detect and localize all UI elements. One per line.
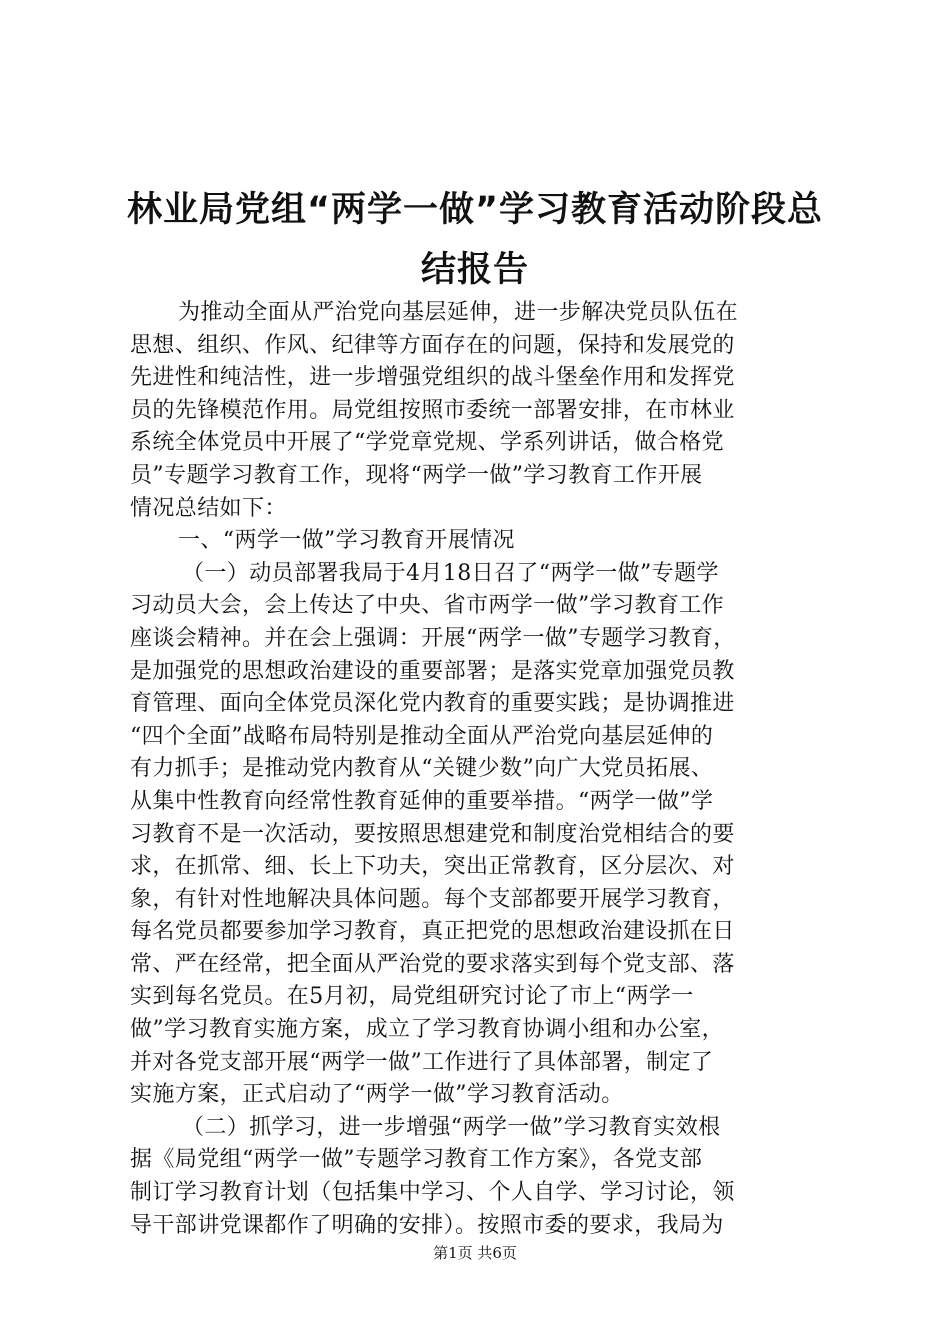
text-line: 导干部讲党课都作了明确的安排）。按照市委的要求，我局为 xyxy=(130,1212,724,1238)
text-line: 座谈会精神。并在会上强调：开展“两学一做”专题学习教育， xyxy=(130,625,736,651)
text-line: 求，在抓常、细、长上下功夫，突出正常教育，区分层次、对 xyxy=(130,854,735,880)
text-line: 育管理、面向全体党员深化党内教育的重要实践；是协调推进 xyxy=(130,691,735,717)
document-title-line-2: 结报告 xyxy=(420,250,529,290)
text-line: 象，有针对性地解决具体问题。每个支部都要开展学习教育， xyxy=(130,886,735,912)
text-line: 有力抓手；是推动党内教育从“关键少数”向广大党员拓展、 xyxy=(130,756,714,782)
paragraph-study xyxy=(130,1112,830,1242)
text-line: 系统全体党员中开展了“学党章党规、学系列讲话，做合格党 xyxy=(130,430,725,456)
text-line: 情况总结如下： xyxy=(130,495,287,521)
text-line: （二）抓学习，进一步增强“两学一做”学习教育实效根 xyxy=(182,1114,721,1140)
document-title-line-1: 林业局党组“两学一做”学习教育活动阶段总 xyxy=(126,190,823,230)
text-line: 常、严在经常，把全面从严治党的要求落实到每个党支部、落 xyxy=(130,951,735,977)
text-line: “四个全面”战略布局特别是推动全面从严治党向基层延伸的 xyxy=(130,723,714,749)
page-footer: 第1页 共6页 xyxy=(433,1244,517,1262)
text-line: 每名党员都要参加学习教育，真正把党的思想政治建设抓在日 xyxy=(130,919,735,945)
text-line: 做”学习教育实施方案，成立了学习教育协调小组和办公室， xyxy=(130,1017,725,1043)
section-heading: 一、“两学一做”学习教育开展情况 xyxy=(178,528,515,554)
text-line: 实到每名党员。在5月初，局党组研究讨论了市上“两学一 xyxy=(130,984,694,1010)
text-line: 是加强党的思想政治建设的重要部署；是落实党章加强党员教 xyxy=(130,658,735,684)
text-line: 员的先锋模范作用。局党组按照市委统一部署安排，在市林业 xyxy=(130,397,735,423)
text-line: 从集中性教育向经常性教育延伸的重要举措。“两学一做”学 xyxy=(130,788,714,814)
document-body xyxy=(130,297,830,1242)
paragraph-mobilization xyxy=(130,558,830,1112)
text-line: 实施方案，正式启动了“两学一做”学习教育活动。 xyxy=(130,1082,624,1108)
text-line: 习动员大会，会上传达了中央、省市两学一做”学习教育工作 xyxy=(130,593,725,619)
text-line: 员”专题学习教育工作，现将“两学一做”学习教育工作开展 xyxy=(130,462,703,488)
paragraph-intro xyxy=(130,297,830,525)
text-line: 思想、组织、作风、纪律等方面存在的问题，保持和发展党的 xyxy=(130,332,735,358)
text-line: 先进性和纯洁性，进一步增强党组织的战斗堡垒作用和发挥党 xyxy=(130,365,735,391)
text-line: 制订学习教育计划（包括集中学习、个人自学、学习讨论，领 xyxy=(130,1180,735,1206)
text-line: （一）动员部署我局于4月18日召了“两学一做”专题学 xyxy=(182,560,719,586)
text-line: 习教育不是一次活动，要按照思想建党和制度治党相结合的要 xyxy=(130,821,735,847)
text-line: 并对各党支部开展“两学一做”工作进行了具体部署，制定了 xyxy=(130,1049,714,1075)
text-line: 据《局党组“两学一做”专题学习教育工作方案》，各党支部 xyxy=(130,1147,703,1173)
text-line: 为推动全面从严治党向基层延伸，进一步解决党员队伍在 xyxy=(178,300,739,325)
